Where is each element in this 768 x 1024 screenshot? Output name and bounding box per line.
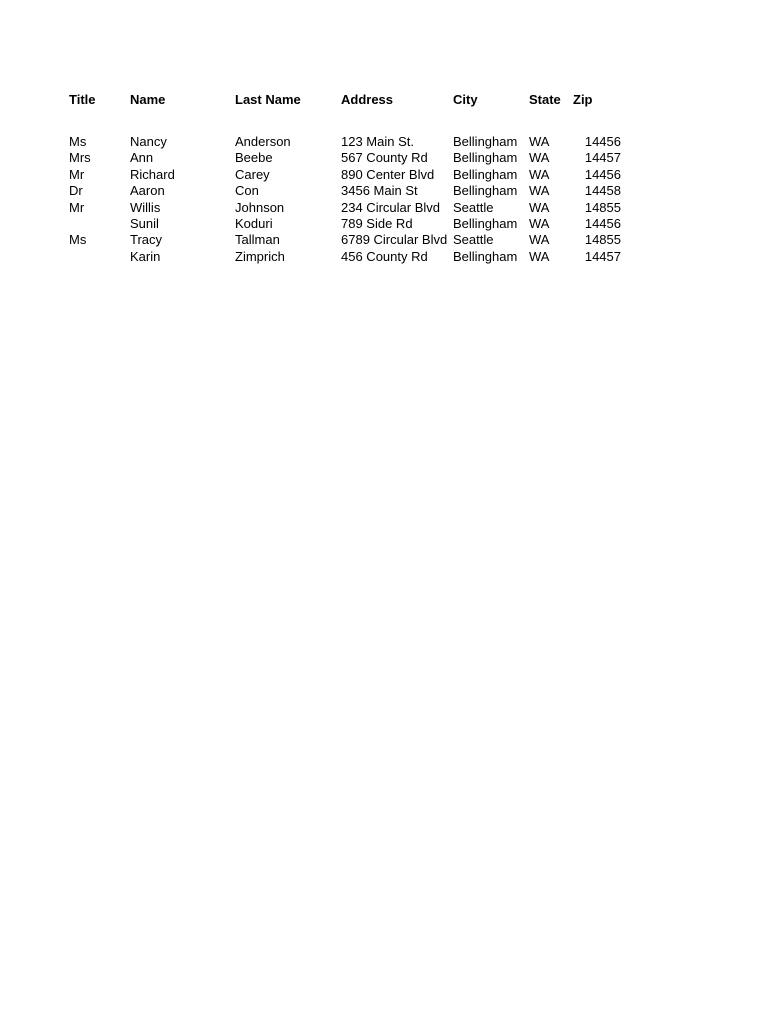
cell-city: Seattle — [453, 199, 494, 215]
cell-city: Bellingham — [453, 150, 518, 166]
cell-zip: 14458 — [584, 183, 621, 199]
cell-address: 3456 Main St — [341, 183, 418, 199]
cell-title: Ms — [69, 134, 87, 149]
cell-state: WA — [529, 134, 550, 149]
cell-city: Bellingham — [453, 216, 518, 231]
cell-city: Bellingham — [453, 248, 518, 264]
cell-last-name: Koduri — [235, 216, 273, 231]
table-row — [0, 200, 768, 216]
header-title: Title — [69, 92, 96, 107]
cell-state: WA — [529, 199, 550, 215]
header-name: Name — [130, 92, 166, 107]
cell-name: Willis — [130, 199, 161, 215]
table-row — [0, 232, 768, 248]
cell-name: Nancy — [130, 134, 167, 149]
cell-state: WA — [529, 232, 550, 248]
cell-state: WA — [529, 183, 550, 199]
cell-last-name: Zimprich — [235, 248, 285, 264]
cell-zip: 14456 — [584, 166, 621, 182]
cell-name: Richard — [130, 166, 175, 182]
cell-address: 890 Center Blvd — [341, 166, 435, 182]
cell-title: Mrs — [69, 150, 91, 166]
cell-city: Bellingham — [453, 134, 518, 149]
header-last-name: Last Name — [235, 92, 301, 107]
cell-zip: 14456 — [584, 134, 621, 149]
cell-name: Tracy — [130, 232, 163, 248]
cell-address: 456 County Rd — [341, 248, 428, 264]
cell-state: WA — [529, 216, 550, 231]
cell-address: 567 County Rd — [341, 150, 428, 166]
cell-city: Bellingham — [453, 166, 518, 182]
cell-address: 234 Circular Blvd — [341, 199, 440, 215]
cell-name: Aaron — [130, 183, 165, 199]
header-state: State — [529, 92, 561, 107]
cell-zip: 14855 — [584, 199, 621, 215]
cell-title: Dr — [69, 183, 83, 199]
cell-address: 6789 Circular Blvd — [341, 232, 448, 248]
cell-last-name: Tallman — [235, 232, 280, 248]
cell-title: Mr — [69, 166, 85, 182]
header-city: City — [453, 92, 478, 107]
header-zip: Zip — [573, 92, 593, 107]
cell-zip: 14457 — [584, 248, 621, 264]
cell-name: Ann — [130, 150, 154, 166]
cell-last-name: Anderson — [235, 134, 291, 149]
cell-last-name: Beebe — [235, 150, 273, 166]
cell-zip: 14855 — [584, 232, 621, 248]
header-address: Address — [341, 92, 394, 107]
cell-state: WA — [529, 150, 550, 166]
table-row — [0, 183, 768, 199]
cell-state: WA — [529, 248, 550, 264]
cell-zip: 14456 — [584, 216, 621, 231]
cell-last-name: Con — [235, 183, 259, 199]
cell-last-name: Carey — [235, 166, 270, 182]
cell-city: Seattle — [453, 232, 494, 248]
cell-state: WA — [529, 166, 550, 182]
cell-last-name: Johnson — [235, 199, 285, 215]
cell-zip: 14457 — [584, 150, 621, 166]
cell-title: Mr — [69, 199, 85, 215]
table-row — [0, 167, 768, 183]
cell-address: 123 Main St. — [341, 134, 414, 149]
table-row — [0, 216, 768, 232]
table-row — [0, 249, 768, 265]
table-header-row — [0, 92, 768, 108]
cell-city: Bellingham — [453, 183, 518, 199]
table-row — [0, 150, 768, 166]
cell-name: Sunil — [130, 216, 159, 231]
cell-name: Karin — [130, 248, 161, 264]
cell-title: Ms — [69, 232, 87, 248]
table-row — [0, 134, 768, 150]
cell-address: 789 Side Rd — [341, 216, 413, 231]
